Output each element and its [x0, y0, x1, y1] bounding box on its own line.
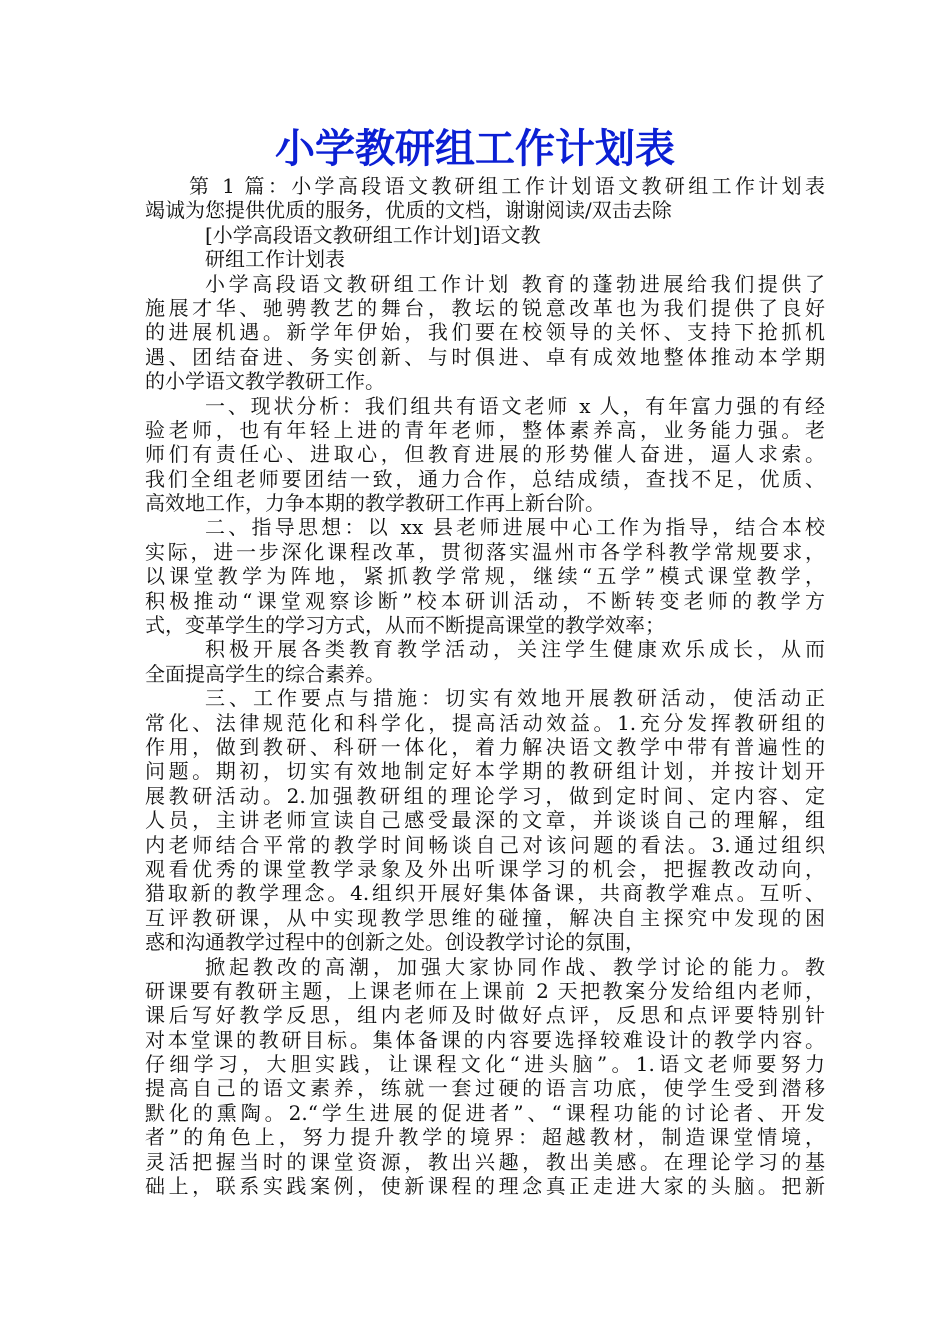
text-line: 仔细学习，大胆实践，让课程文化“进头脑”。1.语文老师要努力: [145, 1052, 825, 1077]
text-line: 提高自己的语文素养，练就一套过硬的语言功底，使学生受到潜移: [145, 1076, 825, 1101]
text-line: 积极推动“课堂观察诊断”校本研训活动，不断转变老师的教学方: [145, 588, 825, 613]
text-line: 高效地工作，力争本期的教学教研工作再上新台阶。: [145, 491, 605, 516]
text-line: 研组工作计划表: [205, 247, 345, 272]
text-line: 者”的角色上，努力提升教学的境界：超越教材，制造课堂情境，: [145, 1125, 825, 1150]
text-line: 的进展机遇。新学年伊始，我们要在校领导的关怀、支持下抢抓机: [145, 320, 825, 345]
document-title: 小学教研组工作计划表: [275, 125, 675, 172]
text-line: 式，变革学生的学习方式，从而不断提高课堂的教学效率；: [145, 613, 665, 638]
text-line: 内老师结合平常的教学时间畅谈自己对该问题的看法。3.通过组织: [145, 832, 825, 857]
text-line: 观看优秀的课堂教学录象及外出听课学习的机会，把握教改动向，: [145, 856, 825, 881]
text-line: 猎取新的教学理念。4.组织开展好集体备课，共商教学难点。互听、: [145, 881, 825, 906]
text-line: 施展才华、驰骋教艺的舞台，教坛的锐意改革也为我们提供了良好: [145, 295, 825, 320]
text-line: 积极开展各类教育教学活动，关注学生健康欢乐成长，从而: [205, 637, 825, 662]
text-line: 以课堂教学为阵地，紧抓教学常规，继续“五学”模式课堂教学，: [145, 564, 825, 589]
text-line: 展教研活动。2.加强教研组的理论学习，做到定时间、定内容、定: [145, 783, 825, 808]
text-line: 竭诚为您提供优质的服务，优质的文档，谢谢阅读/双击去除: [145, 198, 672, 223]
text-line: 全面提高学生的综合素养。: [145, 661, 385, 686]
text-line: 验老师，也有年轻上进的青年老师，整体素养高，业务能力强。老: [145, 417, 825, 442]
document-body: [145, 174, 825, 1198]
text-line: 实际，进一步深化课程改革，贯彻落实温州市各学科教学常规要求，: [145, 539, 825, 564]
text-line: 问题。期初，切实有效地制定好本学期的教研组计划，并按计划开: [145, 759, 825, 784]
text-line: 对本堂课的教研目标。集体备课的内容要选择较难设计的教学内容。: [145, 1027, 825, 1052]
text-line: 人员，主讲老师宣读自己感受最深的文章，并谈谈自己的理解，组: [145, 808, 825, 833]
text-line: 我们全组老师要团结一致，通力合作，总结成绩，查找不足，优质、: [145, 466, 825, 491]
text-line: 惑和沟通教学过程中的创新之处。创设教学讨论的氛围，: [145, 930, 645, 955]
text-line: [小学高段语文教研组工作计划]语文教: [205, 222, 541, 247]
text-line: 的小学语文教学教研工作。: [145, 369, 385, 394]
text-line: 一、现状分析：我们组共有语文老师 x 人，有年富力强的有经: [205, 393, 825, 418]
text-line: 师们有责任心、进取心，但教育进展的形势催人奋进，逼人求索。: [145, 442, 825, 467]
text-line: 研课要有教研主题，上课老师在上课前 2 天把教案分发给组内老师，: [145, 978, 825, 1003]
text-line: 第 1 篇：小学高段语文教研组工作计划语文教研组工作计划表: [189, 174, 825, 198]
text-line: 灵活把握当时的课堂资源，教出兴趣，教出美感。在理论学习的基: [145, 1149, 825, 1174]
text-line: 三、工作要点与措施：切实有效地开展教研活动，使活动正: [205, 686, 825, 711]
text-line: 常化、法律规范化和科学化，提高活动效益。1.充分发挥教研组的: [145, 710, 825, 735]
text-line: 础上，联系实践案例，使新课程的理念真正走进大家的头脑。把新: [145, 1174, 825, 1199]
text-line: 互评教研课，从中实现教学思维的碰撞，解决自主探究中发现的困: [145, 905, 825, 930]
text-line: 遇、团结奋进、务实创新、与时俱进、卓有成效地整体推动本学期: [145, 344, 825, 369]
text-line: 掀起教改的高潮，加强大家协同作战、教学讨论的能力。教: [205, 954, 825, 979]
text-line: 小学高段语文教研组工作计划 教育的蓬勃进展给我们提供了: [205, 271, 825, 296]
text-line: 默化的熏陶。2.“学生进展的促进者”、“课程功能的讨论者、开发: [145, 1100, 825, 1125]
text-line: 课后写好教学反思，组内老师及时做好点评，反思和点评要特别针: [145, 1003, 825, 1028]
text-line: 作用，做到教研、科研一体化，着力解决语文教学中带有普遍性的: [145, 734, 825, 759]
text-line: 二、指导思想：以 xx 县老师进展中心工作为指导，结合本校: [205, 515, 825, 540]
